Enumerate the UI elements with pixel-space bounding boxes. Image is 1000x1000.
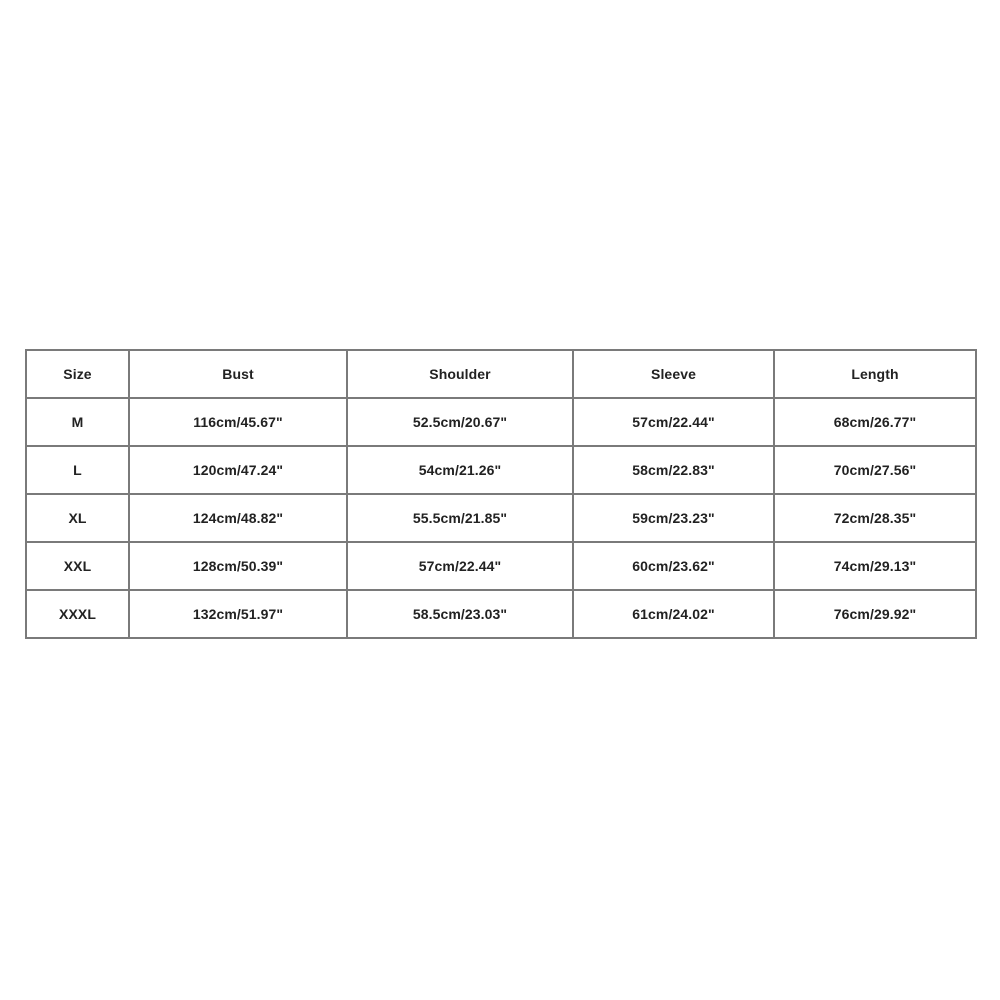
cell-bust: 128cm/50.39" — [129, 542, 347, 590]
cell-bust: 116cm/45.67" — [129, 398, 347, 446]
cell-size: M — [26, 398, 129, 446]
cell-sleeve: 60cm/23.62" — [573, 542, 774, 590]
cell-size: XXL — [26, 542, 129, 590]
cell-bust: 132cm/51.97" — [129, 590, 347, 638]
cell-length: 72cm/28.35" — [774, 494, 976, 542]
cell-shoulder: 55.5cm/21.85" — [347, 494, 573, 542]
table-row — [26, 398, 976, 446]
header-shoulder: Shoulder — [347, 350, 573, 398]
cell-sleeve: 58cm/22.83" — [573, 446, 774, 494]
cell-bust: 124cm/48.82" — [129, 494, 347, 542]
header-sleeve: Sleeve — [573, 350, 774, 398]
table-row — [26, 494, 976, 542]
cell-shoulder: 57cm/22.44" — [347, 542, 573, 590]
cell-sleeve: 57cm/22.44" — [573, 398, 774, 446]
cell-length: 68cm/26.77" — [774, 398, 976, 446]
size-chart-table — [25, 349, 977, 639]
header-bust: Bust — [129, 350, 347, 398]
cell-shoulder: 58.5cm/23.03" — [347, 590, 573, 638]
cell-size: XXXL — [26, 590, 129, 638]
table-row — [26, 446, 976, 494]
cell-size: XL — [26, 494, 129, 542]
cell-bust: 120cm/47.24" — [129, 446, 347, 494]
header-row — [26, 350, 976, 398]
cell-sleeve: 61cm/24.02" — [573, 590, 774, 638]
cell-sleeve: 59cm/23.23" — [573, 494, 774, 542]
cell-shoulder: 52.5cm/20.67" — [347, 398, 573, 446]
header-size: Size — [26, 350, 129, 398]
table-row — [26, 590, 976, 638]
header-length: Length — [774, 350, 976, 398]
cell-size: L — [26, 446, 129, 494]
cell-length: 76cm/29.92" — [774, 590, 976, 638]
cell-shoulder: 54cm/21.26" — [347, 446, 573, 494]
cell-length: 70cm/27.56" — [774, 446, 976, 494]
table-row — [26, 542, 976, 590]
cell-length: 74cm/29.13" — [774, 542, 976, 590]
